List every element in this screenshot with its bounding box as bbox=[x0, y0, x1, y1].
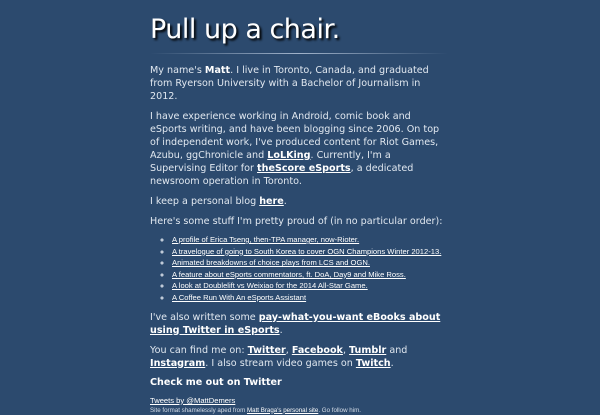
intro-prefix: My name's bbox=[150, 65, 205, 76]
list-item bbox=[172, 280, 450, 292]
proud-list bbox=[150, 234, 450, 304]
social-suffix: . bbox=[390, 357, 394, 369]
social-separator-2: , bbox=[342, 344, 350, 356]
lolking-link[interactable]: LoLKing bbox=[267, 150, 311, 161]
proud-link-1[interactable]: A profile of Erica Tseng, then-TPA manager, now-Rioter. bbox=[172, 235, 360, 244]
social-mid: . I also stream video games on bbox=[205, 357, 356, 369]
blog-link[interactable]: here bbox=[259, 196, 284, 207]
ebooks-paragraph bbox=[150, 311, 450, 337]
proud-link-4[interactable]: A feature about eSports commentators, ft. DoA, Day9 and Mike Ross. bbox=[172, 269, 406, 279]
social-separator-3: and bbox=[386, 344, 408, 356]
list-item bbox=[172, 269, 450, 281]
blog-paragraph bbox=[150, 195, 450, 208]
ebooks-link[interactable]: pay-what-you-want eBooks about using Twitter in eSports bbox=[150, 311, 441, 336]
experience-text-2: . Currently, I'm a Supervising Editor for bbox=[150, 150, 391, 174]
proud-link-6[interactable]: A Coffee Run With An eSports Assistant bbox=[172, 292, 307, 302]
experience-paragraph bbox=[150, 110, 450, 188]
twitter-heading: Check me out on Twitter bbox=[150, 376, 282, 388]
ebooks-suffix: . bbox=[279, 324, 283, 336]
intro-name: Matt bbox=[204, 65, 231, 76]
blog-suffix: . bbox=[283, 196, 287, 207]
matt-braga-site-link[interactable]: Matt Braga's personal site bbox=[246, 406, 319, 414]
twitch-link[interactable]: Twitch bbox=[355, 357, 391, 369]
tumblr-link[interactable]: Tumblr bbox=[349, 344, 387, 356]
experience-text-1: I have experience working in Android, comic book and eSports writing, and have been blogging since 2006. On top of independent work, I've produced content for Riot Games, Azubu, ggChronicle and bbox=[150, 111, 440, 161]
intro-paragraph bbox=[150, 64, 450, 103]
social-separator-1: , bbox=[285, 344, 292, 356]
list-item bbox=[172, 292, 450, 304]
ebooks-prefix: I've also written some bbox=[150, 311, 259, 323]
title-divider bbox=[150, 53, 448, 54]
footer-prefix: Site format shamelessly aped from bbox=[150, 406, 247, 414]
thescore-esports-link[interactable]: theScore eSports bbox=[257, 163, 351, 174]
footer-credit bbox=[150, 406, 450, 415]
instagram-link[interactable]: Instagram bbox=[150, 357, 206, 369]
social-paragraph bbox=[150, 344, 450, 370]
list-item bbox=[172, 257, 450, 269]
social-prefix: You can find me on: bbox=[150, 344, 248, 356]
main-content bbox=[150, 64, 450, 415]
proud-link-5[interactable]: A look at Doublelift vs Weixiao for the 2014 All-Star Game. bbox=[172, 281, 368, 291]
twitter-link[interactable]: Twitter bbox=[247, 344, 286, 356]
list-item bbox=[172, 246, 450, 258]
facebook-link[interactable]: Facebook bbox=[291, 344, 343, 356]
intro-suffix: . I live in Toronto, Canada, and graduated from Ryerson University with a Bachelor of Journalism in 2012. bbox=[150, 65, 429, 102]
proud-link-2[interactable]: A travelogue of going to South Korea to cover OGN Champions Winter 2012-13. bbox=[172, 246, 442, 256]
experience-text-3: , a dedicated newsroom operation in Toronto. bbox=[150, 163, 414, 187]
tweets-timeline-link[interactable]: Tweets by @MattDemers bbox=[150, 395, 236, 405]
footer-suffix: . Go follow him. bbox=[318, 406, 361, 414]
proud-link-3[interactable]: Animated breakdowns of choice plays from LCS and OGN. bbox=[172, 258, 370, 268]
blog-prefix: I keep a personal blog bbox=[150, 196, 260, 207]
proud-intro: Here's some stuff I'm pretty proud of (in no particular order): bbox=[150, 216, 443, 227]
page-title: Pull up a chair. bbox=[150, 14, 340, 45]
list-item bbox=[172, 234, 450, 246]
